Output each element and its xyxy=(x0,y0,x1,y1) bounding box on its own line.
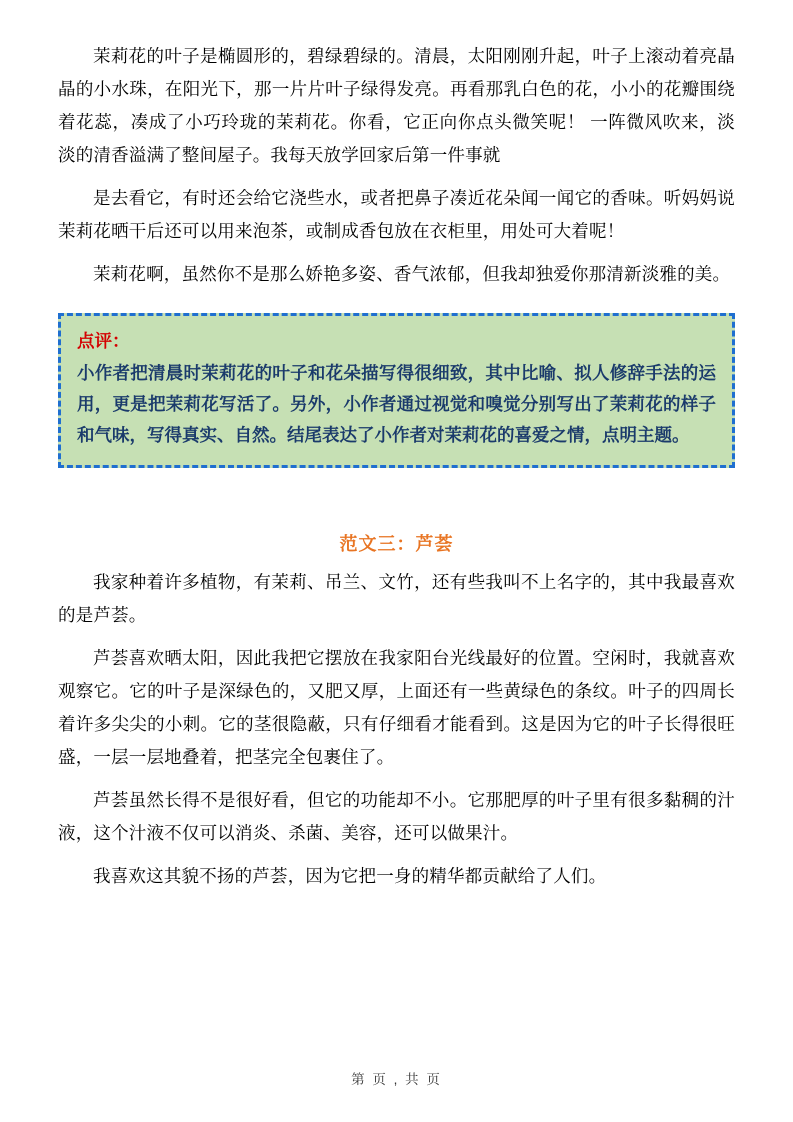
paragraph-spacer xyxy=(58,634,735,642)
paragraph: 茉莉花的叶子是椭圆形的，碧绿碧绿的。清晨，太阳刚刚升起，叶子上滚动着亮晶晶的小水珠，在阳光下，那一片片叶子绿得发亮。再看那乳白色的花，小小的花瓣围绕着花蕊，凑成了小巧玲珑的茉莉花。你看，它正向你点头微笑呢！ 一阵微风吹来，淡淡的清香溢满了整间屋子。我每天放学回家后第一件事就 xyxy=(58,46,735,165)
section-heading: 范文三：芦荟 xyxy=(339,534,454,554)
paragraph-spacer xyxy=(58,250,735,258)
paragraph: 芦荟喜欢晒太阳，因此我把它摆放在我家阳台光线最好的位置。空闲时，我就喜欢观察它。它的叶子是深绿色的，又肥又厚，上面还有一些黄绿色的条纹。叶子的四周长着许多尖尖的小刺。它的茎很隐蔽，只有仔细看才能看到。这是因为它的叶子长得很旺盛，一层一层地叠着，把茎完全包裹住了。 xyxy=(58,648,735,767)
paragraph-spacer xyxy=(58,776,735,784)
paragraph-spacer xyxy=(58,852,735,860)
paragraph: 我喜欢这其貌不扬的芦荟，因为它把一身的精华都贡献给了人们。 xyxy=(93,866,607,886)
paragraph-spacer xyxy=(58,174,735,182)
comment-box xyxy=(58,313,735,468)
page-footer: 第 页 , 共 页 xyxy=(351,1072,442,1087)
comment-body: 小作者把清晨时茉莉花的叶子和花朵描写得很细致，其中比喻、拟人修辞手法的运用，更是把茉莉花写活了。另外，小作者通过视觉和嗅觉分别写出了茉莉花的样子和气味，写得真实、自然。结尾表达了小作者对茉莉花的喜爱之情，点明主题。 xyxy=(77,363,716,445)
paragraph: 我家种着许多植物，有茉莉、吊兰、文竹，还有些我叫不上名字的，其中我最喜欢的是芦荟。 xyxy=(58,572,735,625)
comment-title: 点评： xyxy=(77,331,130,351)
paragraph: 是去看它，有时还会给它浇些水，或者把鼻子凑近花朵闻一闻它的香味。听妈妈说茉莉花晒干后还可以用来泡茶，或制成香包放在衣柜里，用处可大着呢！ xyxy=(58,188,735,241)
paragraph: 芦荟虽然长得不是很好看，但它的功能却不小。它那肥厚的叶子里有很多黏稠的汁液，这个汁液不仅可以消炎、杀菌、美容，还可以做果汁。 xyxy=(58,790,735,843)
paragraph: 茉莉花啊，虽然你不是那么娇艳多姿、香气浓郁，但我却独爱你那清新淡雅的美。 xyxy=(93,264,731,284)
